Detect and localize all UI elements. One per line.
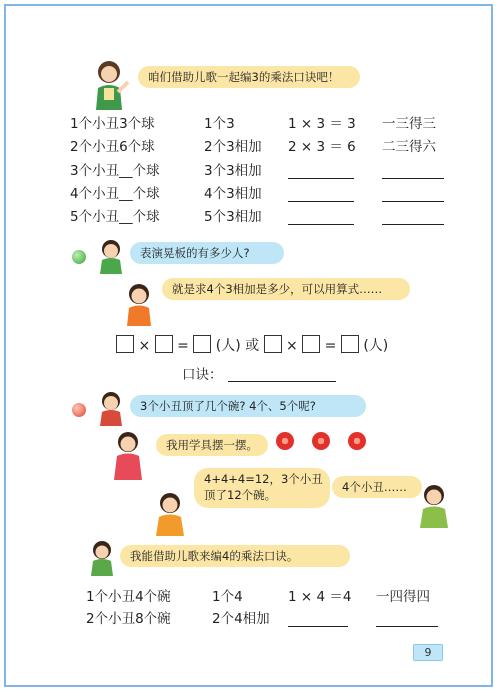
formula-box-3[interactable] <box>193 335 211 353</box>
girl-illustration <box>122 282 156 326</box>
question-bubble-2: 3个小丑顶了几个碗? 4个、5个呢? <box>130 395 366 417</box>
green-ball-icon <box>72 250 86 264</box>
hint-bubble: 就是求4个3相加是多少，可以用算式…… <box>162 278 410 300</box>
row2-col1: 2个小丑6个球 <box>70 139 155 155</box>
formula-unit-1: (人) <box>215 338 241 354</box>
bowl-group-1-icon <box>276 432 294 450</box>
formula-box-5[interactable] <box>302 335 320 353</box>
girl2-illustration <box>110 430 146 480</box>
right-bubble: 4个小丑…… <box>332 476 422 498</box>
s3-row2-koujue-blank[interactable] <box>376 626 438 627</box>
red-ball-icon <box>72 403 86 417</box>
girl2-bubble: 我用学具摆一摆。 <box>156 434 268 456</box>
boy3-bubble-line2: 顶了12个碗。 <box>204 488 277 502</box>
s3-row1-col4: 一四得四 <box>376 589 430 605</box>
flower-groups <box>276 432 376 454</box>
bowl-group-2-icon <box>312 432 330 450</box>
row4-koujue-blank[interactable] <box>382 201 444 202</box>
formula-box-6[interactable] <box>341 335 359 353</box>
teacher-speech-bubble: 咱们借助儿歌一起编3的乘法口诀吧！ <box>138 66 360 88</box>
row1-col2: 1个3 <box>204 116 235 132</box>
koujue-blank[interactable] <box>228 381 336 382</box>
row3-koujue-blank[interactable] <box>382 178 444 179</box>
question-bubble-1: 表演晃板的有多少人? <box>130 242 284 264</box>
formula-box-1[interactable] <box>116 335 134 353</box>
row2-col2: 2个3相加 <box>204 139 262 155</box>
row5-col2: 5个3相加 <box>204 209 262 225</box>
formula-or: 或 <box>245 338 260 354</box>
row3-col1: 3个小丑__个球 <box>70 163 160 179</box>
row1-col4: 一三得三 <box>382 116 436 132</box>
s3-row1-col3: 1 × 4 ＝4 <box>288 589 352 605</box>
koujue-label: 口诀： <box>182 367 223 383</box>
bottom-bubble: 我能借助儿歌来编4的乘法口诀。 <box>120 545 350 567</box>
teacher-illustration <box>88 58 130 110</box>
s3-row2-col1: 2个小丑8个碗 <box>86 611 171 627</box>
boy3-illustration <box>152 492 188 536</box>
s3-row1-col1: 1个小丑4个碗 <box>86 589 171 605</box>
row4-col2: 4个3相加 <box>204 186 262 202</box>
row2-col4: 二三得六 <box>382 139 436 155</box>
row2-col3: 2 × 3 ＝ 6 <box>288 139 356 155</box>
row3-formula-blank[interactable] <box>288 178 354 179</box>
s3-row2-formula-blank[interactable] <box>288 626 348 627</box>
row4-col1: 4个小丑__个球 <box>70 186 160 202</box>
row3-col2: 3个3相加 <box>204 163 262 179</box>
row5-col1: 5个小丑__个球 <box>70 209 160 225</box>
boy-illustration <box>96 238 126 274</box>
s3-row2-col2: 2个4相加 <box>212 611 270 627</box>
boy4-illustration <box>416 484 452 528</box>
s3-row1-col2: 1个4 <box>212 589 243 605</box>
row5-koujue-blank[interactable] <box>382 224 444 225</box>
row4-formula-blank[interactable] <box>288 201 354 202</box>
row1-col3: 1 × 3 ＝ 3 <box>288 116 356 132</box>
formula-box-4[interactable] <box>264 335 282 353</box>
page-number: 9 <box>413 644 443 661</box>
boy3-bubble <box>194 468 330 508</box>
boy2-illustration <box>96 390 126 426</box>
row1-col1: 1个小丑3个球 <box>70 116 155 132</box>
row5-formula-blank[interactable] <box>288 224 354 225</box>
boy3-bubble-line1: 4+4+4=12，3个小丑 <box>204 472 323 486</box>
bowl-group-3-icon <box>348 432 366 450</box>
formula-row: × = (人) 或 × = (人) <box>116 335 388 355</box>
boy5-illustration <box>88 540 116 576</box>
formula-unit-2: (人) <box>363 338 389 354</box>
formula-box-2[interactable] <box>155 335 173 353</box>
